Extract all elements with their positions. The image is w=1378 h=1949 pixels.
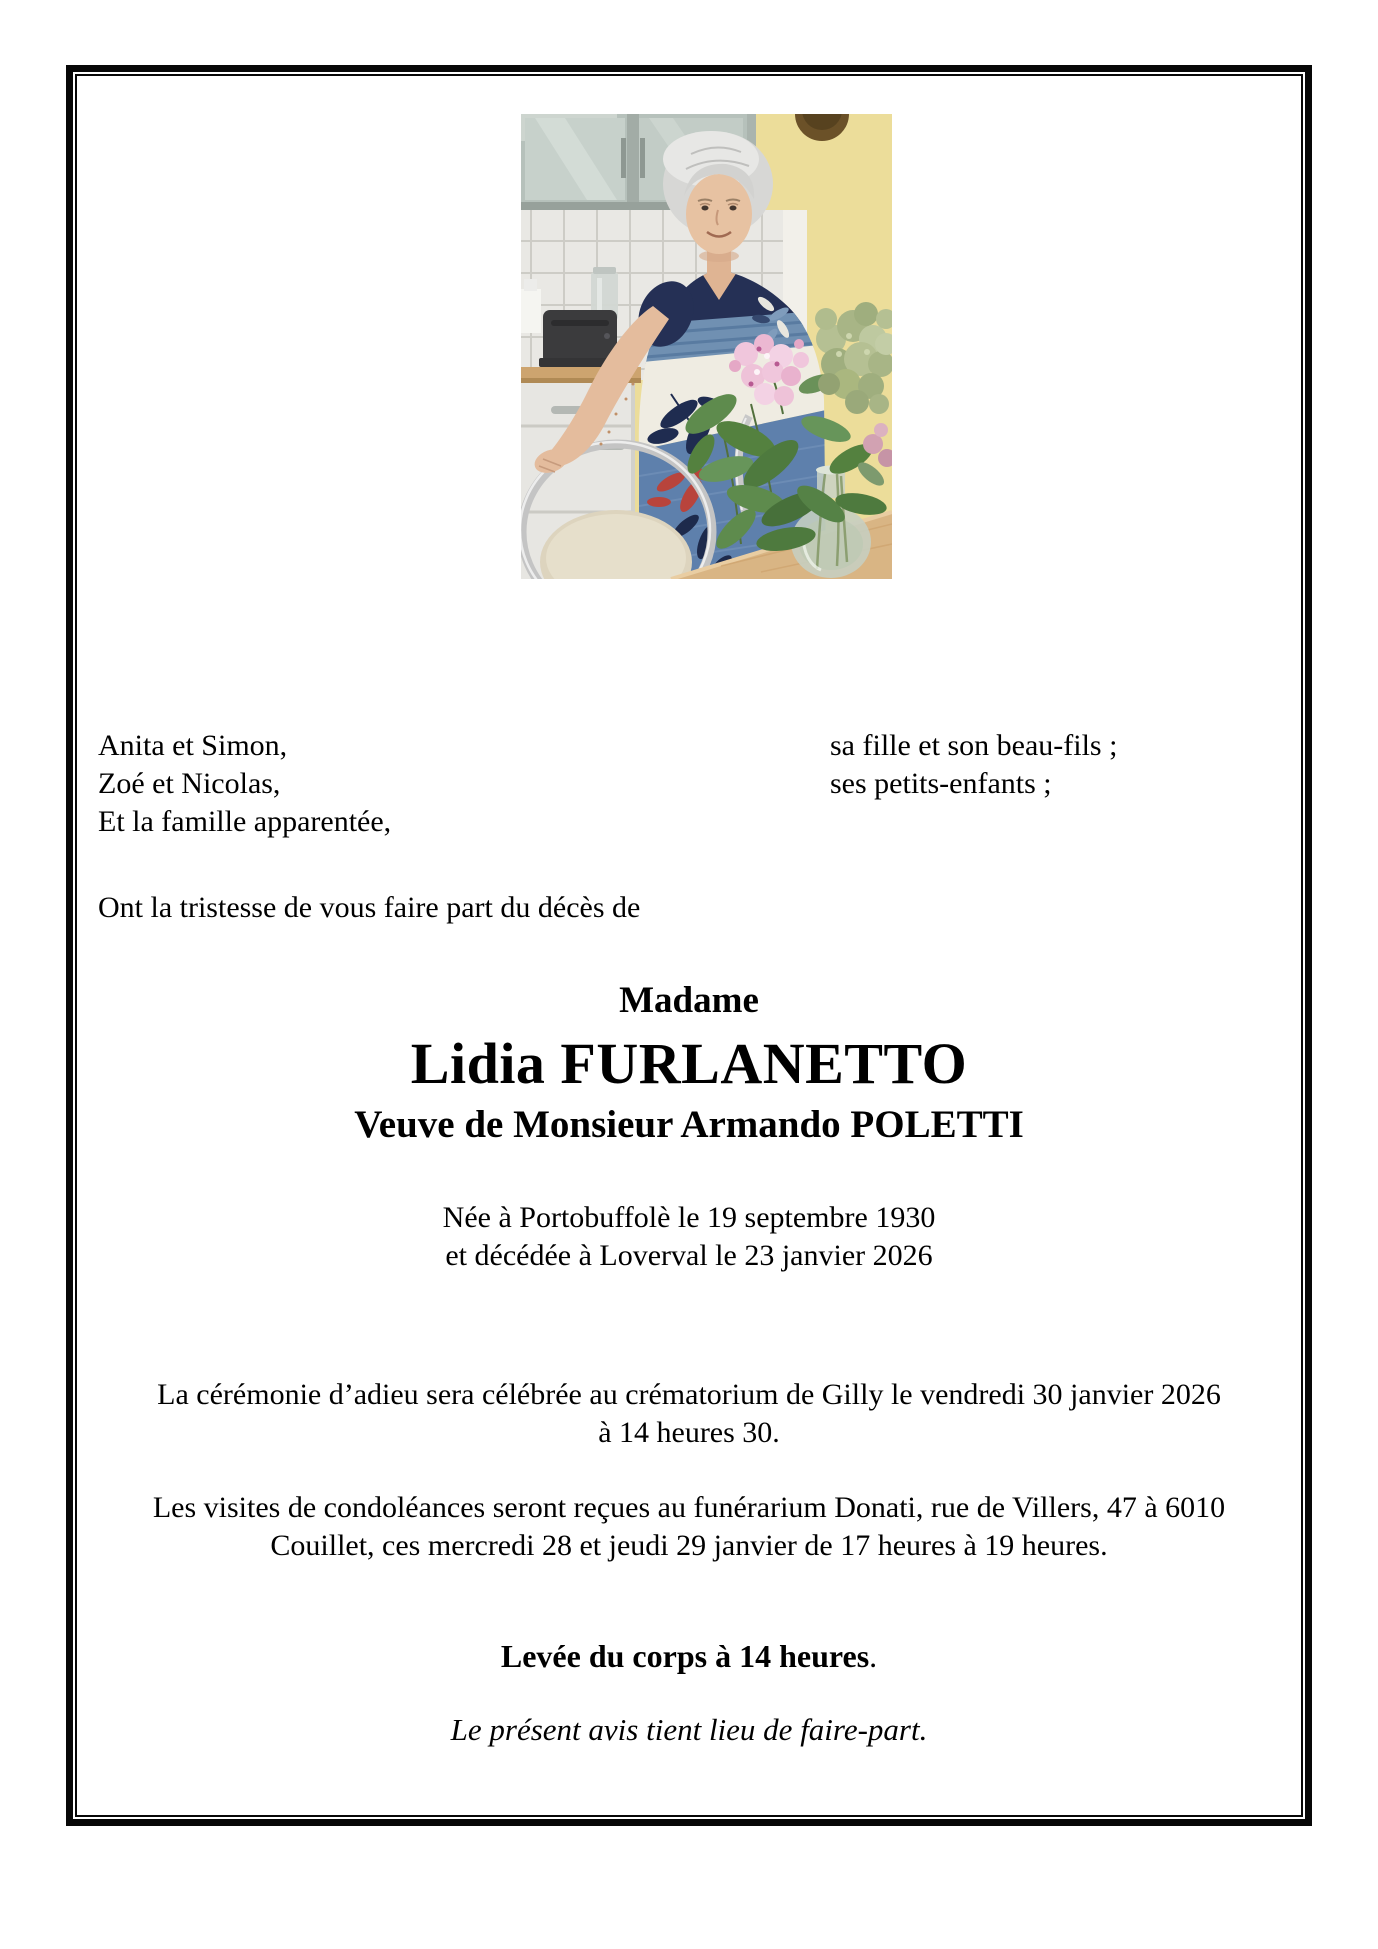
announcer-names: Et la famille apparentée, [98, 805, 392, 838]
decorative-border-inner-line [75, 74, 1303, 1817]
honorific-title: Madame [619, 980, 759, 1021]
announcer-row [77, 803, 1301, 841]
closing-notice: Le présent avis tient lieu de faire-part. [450, 1712, 928, 1747]
visits-line-2: Couillet, ces mercredi 28 et jeudi 29 janvier de 17 heures à 19 heures. [270, 1529, 1108, 1562]
death-line: et décédée à Loverval le 23 janvier 2026 [445, 1239, 933, 1272]
announcer-names: Anita et Simon, [98, 729, 288, 762]
announcer-row [77, 727, 1301, 765]
announcer-row [77, 765, 1301, 803]
body-removal-period: . [869, 1638, 878, 1674]
relation-label: ses petits-enfants ; [830, 767, 1052, 800]
announcer-names: Zoé et Nicolas, [98, 767, 281, 800]
intro-line: Ont la tristesse de vous faire part du décès de [98, 891, 641, 924]
relation-label: sa fille et son beau-fils ; [830, 729, 1118, 762]
birth-line: Née à Portobuffolè le 19 septembre 1930 [442, 1201, 936, 1234]
body-removal-line [77, 1635, 1301, 1677]
death-notice-content [77, 76, 1301, 1815]
body-removal-text: Levée du corps à 14 heures [500, 1638, 870, 1674]
portrait-photo [521, 114, 892, 579]
ceremony-line-1: La cérémonie d’adieu sera célébrée au crématorium de Gilly le vendredi 30 janvier 2026 [157, 1378, 1221, 1411]
widow-line: Veuve de Monsieur Armando POLETTI [354, 1103, 1024, 1146]
ceremony-line-2: à 14 heures 30. [598, 1416, 780, 1449]
visits-line-1: Les visites de condoléances seront reçues au funérarium Donati, rue de Villers, 47 à 6010 [152, 1491, 1226, 1524]
decorative-border-frame [66, 65, 1312, 1826]
deceased-name: Lidia FURLANETTO [410, 1031, 968, 1096]
